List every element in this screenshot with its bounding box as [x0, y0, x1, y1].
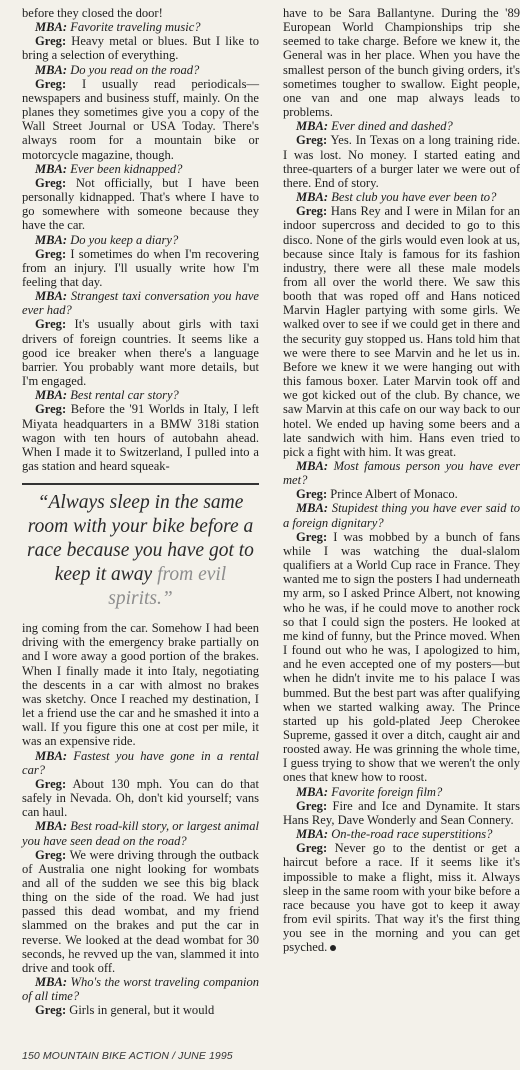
question-text: Strangest taxi conversation you have ever had? — [22, 289, 259, 318]
interview-answer — [283, 530, 520, 785]
speaker-label: Greg: — [35, 847, 67, 862]
interview-question — [283, 190, 520, 204]
left-column-top-text — [22, 6, 259, 473]
speaker-label: MBA: — [296, 784, 329, 799]
interview-answer — [22, 848, 259, 975]
pull-quote-text: “Always sleep in the same room with your bike before a race because you have got to keep it away — [27, 492, 254, 586]
speaker-label: MBA: — [296, 827, 329, 842]
answer-text: I usually read periodicals—newspapers and business stuff, mainly. On the planes they sometimes give you a copy of the Wall Street Journal or USA Today. There's always room for a mountain bike or motorcycle magazine, though. — [22, 76, 259, 162]
speaker-label: MBA: — [35, 819, 68, 834]
interview-question — [22, 162, 259, 176]
answer-text: Not officially, but I have been personally kidnapped. That's where I have to go somewhere with someone because they have the car. — [22, 175, 259, 233]
speaker-label: MBA: — [296, 190, 329, 205]
right-column — [283, 6, 520, 954]
speaker-label: Greg: — [296, 133, 328, 148]
speaker-label: MBA: — [296, 459, 329, 473]
speaker-label: MBA: — [35, 161, 68, 176]
speaker-label: MBA: — [35, 388, 68, 403]
question-text: Best rental car story? — [67, 388, 179, 403]
answer-text: Never go to the dentist or get a haircut before a race. If it seems like it's impossible to make a flight, miss it. Always sleep in the same room with your bike before a race because you have got to keep it away from evil spirits. That way it's the first thing you see in the morning and you can get psyched. — [283, 841, 520, 955]
speaker-label: Greg: — [296, 798, 328, 813]
answer-text: Hans Rey and I were in Milan for an indoor supercross and decided to go to this disco. None of the girls would even look at us, because since Italy is famous for its fashion industry, there were all these male models from all over the world there. We saw this booth that was roped off and Hans noticed Marvin Hagler partying with some girls. We walked over to see if we could get in there and the security guy stopped us. Hans told him that we were there to see Marvin and he let us in. Before we knew it we were hanging out with this famous boxer. Later Marvin took off and we got kicked out of the club. By chance, we saw Marvin at this cafe on our way back to our hotel. We ended up having some beers and a late sandwich with him. Hans even tried to pick a fight with him. It was great. — [283, 204, 520, 459]
interview-question — [22, 975, 259, 1003]
interview-question — [22, 63, 259, 77]
left-column-bottom-text — [22, 621, 259, 1017]
interview-question — [22, 289, 259, 317]
interview-question — [22, 819, 259, 847]
interview-answer — [22, 247, 259, 289]
page-footer: 150 MOUNTAIN BIKE ACTION / JUNE 1995 — [22, 1050, 233, 1062]
speaker-label: Greg: — [35, 76, 67, 91]
question-text: Do you read on the road? — [67, 62, 200, 77]
pull-quote-faded-text: from evil spirits.” — [108, 564, 227, 610]
interview-answer — [283, 487, 520, 501]
answer-text: It's usually about girls with taxi drivers of foreign countries. It seems like a good ice breaker when there's a language barrier. You probably want more details, but I'm engaged. — [22, 317, 259, 389]
interview-question — [283, 501, 520, 529]
question-text: Best club you have ever been to? — [328, 190, 497, 205]
question-text: Favorite traveling music? — [67, 20, 201, 35]
answer-text: Girls in general, but it would — [66, 1003, 215, 1018]
question-text: Ever been kidnapped? — [67, 161, 183, 176]
answer-text: About 130 mph. You can do that safely in Nevada. Oh, don't kid yourself; vans can haul. — [22, 776, 259, 820]
speaker-label: MBA: — [35, 975, 68, 990]
question-text: Ever dined and dashed? — [328, 119, 453, 134]
answer-text: Heavy metal or blues. But I like to bring a selection of everything. — [22, 34, 259, 63]
left-column — [22, 6, 259, 1018]
interview-question — [283, 785, 520, 799]
speaker-label: Greg: — [35, 175, 67, 190]
interview-answer — [22, 317, 259, 388]
answer-text: Fire and Ice and Dynamite. It stars Hans Rey, Dave Wonderly and Sean Connery. — [283, 798, 520, 827]
speaker-label: MBA: — [35, 20, 68, 35]
continued-paragraph — [283, 6, 520, 119]
interview-answer — [22, 777, 259, 819]
interview-question — [283, 119, 520, 133]
speaker-label: MBA: — [35, 289, 68, 304]
continued-paragraph — [22, 621, 259, 748]
speaker-label: Greg: — [296, 841, 328, 856]
speaker-label: Greg: — [35, 317, 67, 332]
speaker-label: Greg: — [35, 246, 67, 261]
speaker-label: MBA: — [296, 119, 329, 134]
continued-paragraph — [22, 6, 259, 20]
question-text: On-the-road race superstitions? — [328, 827, 493, 842]
end-mark-icon — [330, 945, 336, 951]
interview-answer — [283, 133, 520, 190]
speaker-label: MBA: — [35, 748, 68, 763]
interview-question — [22, 20, 259, 34]
interview-answer — [283, 841, 520, 954]
interview-answer — [22, 34, 259, 62]
interview-answer — [283, 204, 520, 459]
interview-answer — [22, 402, 259, 473]
interview-answer — [22, 1003, 259, 1017]
speaker-label: Greg: — [35, 776, 67, 791]
interview-answer — [283, 799, 520, 827]
interview-answer — [22, 77, 259, 162]
speaker-label: Greg: — [35, 1003, 67, 1018]
question-text: Stupidest thing you have ever said to a foreign dignitary? — [283, 501, 520, 530]
interview-question — [283, 827, 520, 841]
interview-question — [22, 233, 259, 247]
answer-text: I was mobbed by a bunch of fans while I was watching the dual-slalom qualifiers at a World Cup race in France. They wanted me to sign the posters I had underneath my arm, so I asked Prince Albert, not knowing who he was, if he could move to another rock so that I could sign the posters. He looked at me kind of funny, but the Prince moved. When I found out who he was, I apologized to him, and he even accepted one of my posters—but when he didn't invite me to his palace I was bummed. But the best part was after qualifying when we started walking away. The Prince started up his gold-plated Jeep Cherokee Supreme, gassed it over a ditch, caught air and roosted away. He was grinning the whole time, I guess trying to show that we weren't the only ones that knew how to roost. — [283, 529, 520, 785]
answer-text: I sometimes do when I'm recovering from an injury. I'll usually write how I'm feeling that day. — [22, 246, 259, 289]
interview-question — [22, 749, 259, 777]
question-text: Fastest you have gone in a rental car? — [22, 748, 259, 777]
speaker-label: Greg: — [35, 34, 67, 49]
speaker-label: Greg: — [296, 529, 328, 544]
speaker-label: Greg: — [296, 204, 328, 219]
answer-text: Before the '91 Worlds in Italy, I left Miyata headquarters in a BMW 318i station wagon with ten hours of autobahn ahead. When I made it to Switzerland, I pulled into a gas station and heard squeak- — [22, 402, 259, 473]
answer-text: Prince Albert of Monaco. — [327, 487, 458, 502]
answer-text: We were driving through the outback of Australia one night looking for wombats and all of the sudden we see this big black thing on the side of the road. We had just passed this dead wombat, and my friend slammed on the brakes and put the car in reverse. We looked at the dead wombat for 30 seconds, he revved up the van, slammed it into drive and took off. — [22, 847, 259, 975]
paragraph-text: ing coming from the car. Somehow I had been driving with the emergency brake partially on and I wore away a good portion of the brakes. When I finally made it into Italy, negotiating the descents in a car with almost no brakes was sketchy. Once I reached my destination, I let a friend use the car and he smashed it into a wall. If you figure this one at cost per mile, it was an expensive ride. — [22, 621, 259, 749]
question-text: Best road-kill story, or largest animal you have seen dead on the road? — [22, 819, 259, 848]
interview-answer — [22, 176, 259, 233]
pull-quote — [22, 483, 259, 615]
speaker-label: MBA: — [35, 62, 68, 77]
speaker-label: Greg: — [296, 487, 328, 502]
speaker-label: Greg: — [35, 402, 67, 417]
question-text: Who's the worst traveling companion of all time? — [22, 975, 259, 1004]
paragraph-text: before they closed the door! — [22, 6, 163, 20]
paragraph-text: have to be Sara Ballantyne. During the '89 European World Championships trip she seemed to take charge. Before we knew it, the General was in her place. When you have the smallest person of the bunch giving orders, it's sometimes tougher to swallow. Eight people, one van and one map always leads to problems. — [283, 6, 520, 120]
right-column-text — [283, 6, 520, 954]
interview-question — [22, 388, 259, 402]
speaker-label: MBA: — [35, 232, 68, 247]
question-text: Most famous person you have ever met? — [283, 459, 520, 488]
answer-text: Yes. In Texas on a long training ride. I was lost. No money. I started eating and three-quarters of a burger later we were out of there. End of story. — [283, 133, 520, 190]
question-text: Favorite foreign film? — [328, 784, 443, 799]
interview-question — [283, 459, 520, 487]
question-text: Do you keep a diary? — [67, 232, 179, 247]
speaker-label: MBA: — [296, 501, 329, 516]
